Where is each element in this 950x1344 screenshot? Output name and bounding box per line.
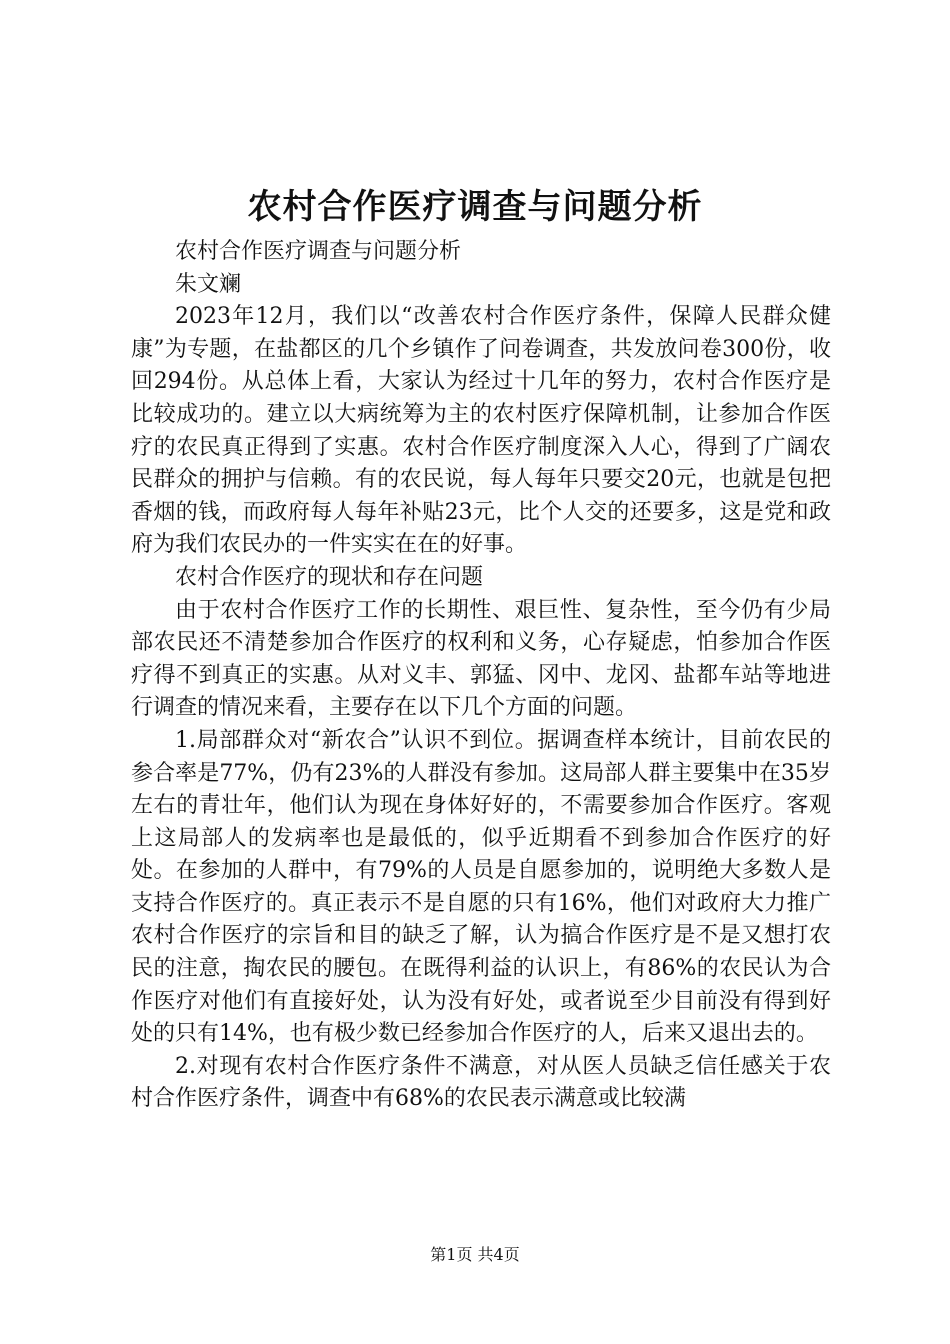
page-footer: 第1页 共4页 xyxy=(430,1245,520,1264)
problem-1-paragraph: 1.局部群众对“新农合”认识不到位。据调查样本统计，目前农民的参合率是77%，仍有23%的人群没有参加。这局部人群主要集中在35岁左右的青壮年，他们认为现在身体好好的，不需要参加合作医疗。客观上这局部人的发病率也是最低的，似乎近期看不到参加合作医疗的好处。在参加的人群中，有79%的人员是自愿参加的，说明绝大多数人是支持合作医疗的。真正表示不是自愿的只有16%，他们对政府大力推广农村合作医疗的宗旨和目的缺乏了解，认为搞合作医疗是不是又想打农民的注意，掏农民的腰包。在既得利益的认识上，有86%的农民认为合作医疗对他们有直接好处，认为没有好处，或者说至少目前没有得到好处的只有14%，也有极少数已经参加合作医疗的人，后来又退出去的。 xyxy=(131,727,831,1047)
problem-2-paragraph: 2.对现有农村合作医疗条件不满意，对从医人员缺乏信任感关于农村合作医疗条件，调查中有68%的农民表示满意或比较满 xyxy=(131,1053,831,1112)
author-paragraph: 朱文斓 xyxy=(175,271,242,297)
problems-paragraph: 由于农村合作医疗工作的长期性、艰巨性、复杂性，至今仍有少局部农民还不清楚参加合作医疗的权利和义务，心存疑虑，怕参加合作医疗得不到真正的实惠。从对义丰、郭猛、冈中、龙冈、盐都车站等地进行调查的情况来看，主要存在以下几个方面的问题。 xyxy=(131,597,831,721)
intro-paragraph: 2023年12月，我们以“改善农村合作医疗条件，保障人民群众健康”为专题，在盐都区的几个乡镇作了问卷调查，共发放问卷300份，收回294份。从总体上看，大家认为经过十几年的努力，农村合作医疗是比较成功的。建立以大病统筹为主的农村医疗保障机制，让参加合作医疗的农民真正得到了实惠。农村合作医疗制度深入人心，得到了广阔农民群众的拥护与信赖。有的农民说，每人每年只要交20元，也就是包把香烟的钱，而政府每人每年补贴23元，比个人交的还要多，这是党和政府为我们农民办的一件实实在在的好事。 xyxy=(131,304,831,558)
subtitle-paragraph: 农村合作医疗调查与问题分析 xyxy=(175,239,462,264)
section-heading: 农村合作医疗的现状和存在问题 xyxy=(175,564,484,590)
document-title: 农村合作医疗调查与问题分析 xyxy=(247,187,703,227)
document-body xyxy=(131,236,831,1116)
